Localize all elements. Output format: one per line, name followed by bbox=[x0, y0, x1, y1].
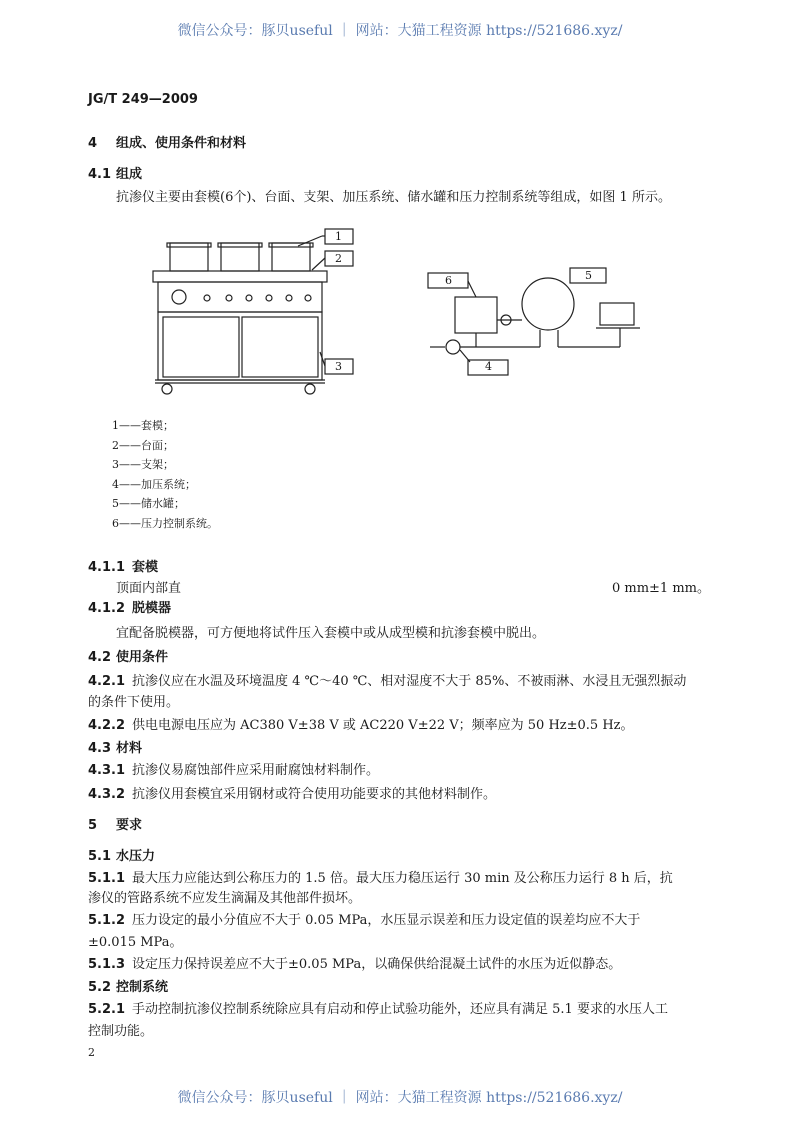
hydraulic-schematic bbox=[428, 268, 640, 375]
legend-item: 3——支架； bbox=[112, 458, 174, 471]
section-5-1-3-text: 5.1.3 设定压力保持误差应不大于±0.05 MPa，以确保供给混凝土试件的水压为近似静态。 bbox=[88, 957, 622, 972]
cabinet-drawing bbox=[153, 229, 353, 394]
legend-item: 6——压力控制系统。 bbox=[112, 517, 218, 530]
page-number: 2 bbox=[88, 1046, 95, 1059]
section-4-3-1-text: 4.3.1 抗渗仪易腐蚀部件应采用耐腐蚀材料制作。 bbox=[88, 763, 380, 778]
section-5-1-1-line1: 5.1.1 最大压力应能达到公称压力的 1.5 倍。最大压力稳压运行 30 min 及公称压力运行 8 h 后，抗 bbox=[88, 871, 673, 886]
section-4-2-heading: 4.2 使用条件 bbox=[88, 650, 169, 665]
section-5-1-2-line2: ±0.015 MPa。 bbox=[88, 935, 183, 950]
section-5-2-1-line2: 控制功能。 bbox=[88, 1024, 154, 1039]
callout-6: 6 bbox=[445, 274, 452, 287]
section-5-heading: 5 要求 bbox=[88, 818, 143, 833]
section-5-1-heading: 5.1 水压力 bbox=[88, 849, 156, 864]
section-5-1-2-line1: 5.1.2 压力设定的最小分值应不大于 0.05 MPa，水压显示误差和压力设定值的误差均应不大于 bbox=[88, 913, 641, 928]
section-4-heading: 4 组成、使用条件和材料 bbox=[88, 136, 247, 151]
legend-item: 4——加压系统； bbox=[112, 478, 196, 491]
legend-item: 5——储水罐； bbox=[112, 497, 185, 510]
section-5-1-1-line2: 渗仪的管路系统不应发生滴漏及其他部件损坏。 bbox=[88, 891, 362, 906]
callout-4: 4 bbox=[485, 360, 492, 373]
section-5-2-heading: 5.2 控制系统 bbox=[88, 980, 169, 995]
callout-2: 2 bbox=[335, 252, 342, 265]
standard-number: JG/T 249—2009 bbox=[88, 92, 198, 107]
callout-5: 5 bbox=[585, 269, 592, 282]
section-4-3-2-text: 4.3.2 抗渗仪用套模宜采用钢材或符合使用功能要求的其他材料制作。 bbox=[88, 787, 497, 802]
watermark-bottom: 微信公众号：豚贝useful ｜ 网站：大猫工程资源 https://521686.xyz/ bbox=[177, 1090, 623, 1106]
section-4-1-2-heading: 4.1.2 脱模器 bbox=[88, 601, 172, 616]
section-4-2-1-line2: 的条件下使用。 bbox=[88, 695, 180, 710]
section-4-3-heading: 4.3 材料 bbox=[88, 741, 143, 756]
section-4-1-1-tolerance: 0 mm±1 mm。 bbox=[611, 581, 710, 596]
section-5-2-1-line1: 5.2.1 手动控制抗渗仪控制系统除应具有启动和停止试验功能外，还应具有满足 5.1 要求的水压人工 bbox=[88, 1002, 668, 1017]
section-4-1-2-text: 宜配备脱模器，可方便地将试件压入套模中或从成型模和抗渗套模中脱出。 bbox=[116, 626, 546, 641]
section-4-1-1-text: 顶面内部直 bbox=[116, 581, 182, 596]
section-4-2-2-text: 4.2.2 供电电源电压应为 AC380 V±38 V 或 AC220 V±22 V；频率应为 50 Hz±0.5 Hz。 bbox=[88, 718, 634, 733]
section-4-1-text: 抗渗仪主要由套模(6个)、台面、支架、加压系统、储水罐和压力控制系统等组成，如图 1 所示。 bbox=[116, 190, 671, 205]
section-4-1-heading: 4.1 组成 bbox=[88, 167, 143, 182]
section-4-2-1-line1: 4.2.1 抗渗仪应在水温及环境温度 4 ℃～40 ℃、相对湿度不大于 85%、不被雨淋、水浸且无强烈振动 bbox=[88, 674, 687, 689]
watermark-top: 微信公众号：豚贝useful ｜ 网站：大猫工程资源 https://521686.xyz/ bbox=[177, 23, 623, 39]
section-4-1-1-heading: 4.1.1 套模 bbox=[88, 560, 159, 575]
legend-item: 1——套模； bbox=[112, 419, 174, 432]
callout-3: 3 bbox=[335, 360, 342, 373]
legend-item: 2——台面； bbox=[112, 439, 174, 452]
callout-1: 1 bbox=[335, 230, 342, 243]
